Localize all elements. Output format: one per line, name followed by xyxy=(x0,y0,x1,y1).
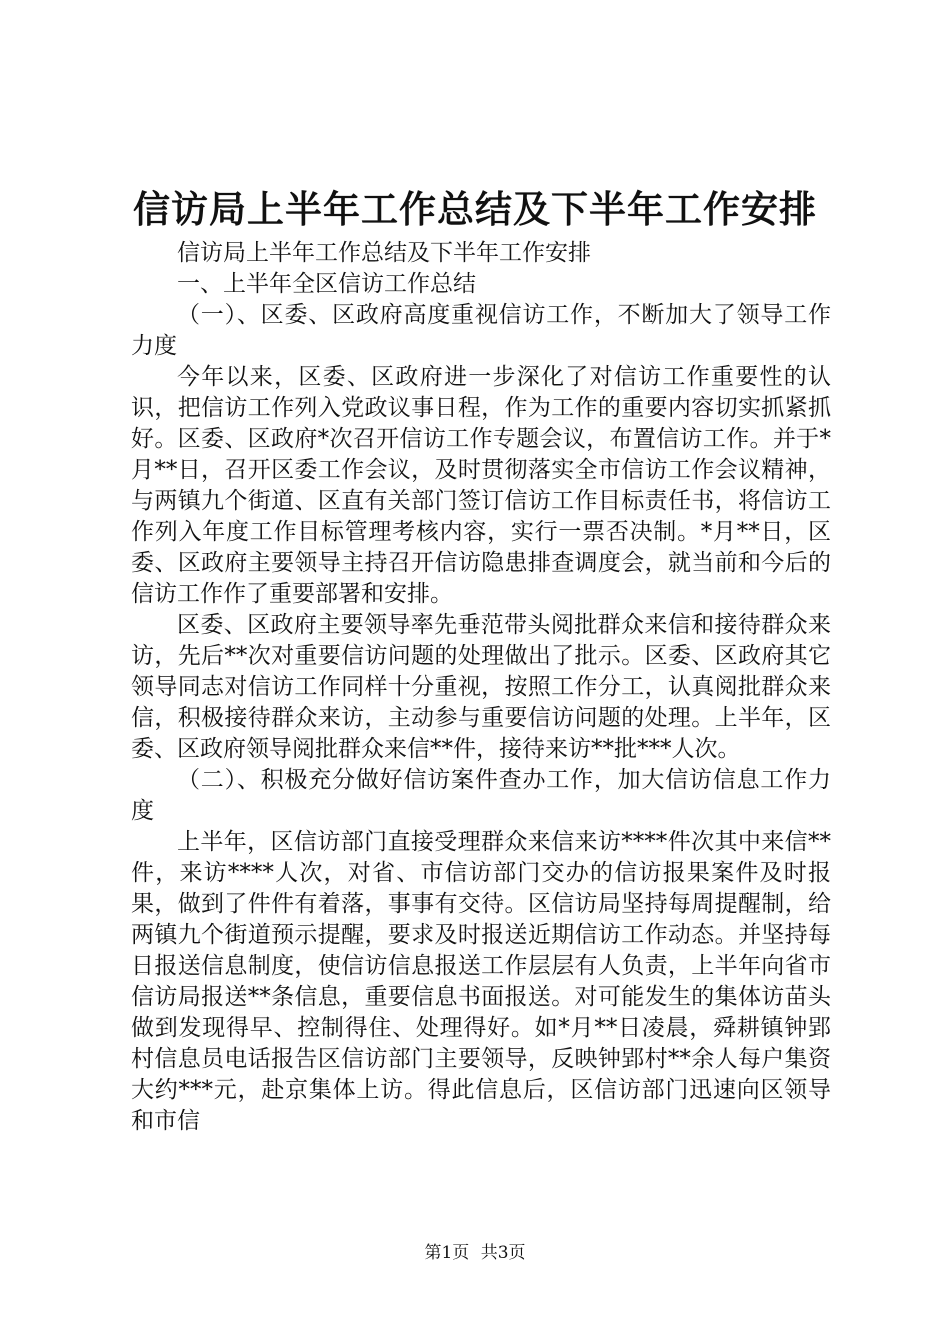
document-title: 信访局上半年工作总结及下半年工作安排 xyxy=(133,187,817,231)
subsection-heading-2: （二）、积极充分做好信访案件查办工作，加大信访信息工作力度 xyxy=(131,767,831,824)
page-number: 第1页 xyxy=(424,1243,470,1263)
page-footer xyxy=(0,1242,950,1264)
body-paragraph-2: 区委、区政府主要领导率先垂范带头阅批群众来信和接待群众来访，先后**次对重要信访问题的处理做出了批示。区委、区政府其它领导同志对信访工作同样十分重视，按照工作分工，认真阅批群众来信，积极接待群众来访，主动参与重要信访问题的处理。上半年，区委、区政府领导阅批群众来信**件，接待来访**批***人次。 xyxy=(131,612,831,762)
page-total: 共3页 xyxy=(480,1243,526,1263)
body-paragraph-3: 上半年，区信访部门直接受理群众来信来访****件次其中来信**件，来访****人次，对省、市信访部门交办的信访报果案件及时报果，做到了件件有着落，事事有交待。区信访局坚持每周提醒制，给两镇九个街道预示提醒，要求及时报送近期信访工作动态。并坚持每日报送信息制度，使信访信息报送工作层层有人负责，上半年向省市信访局报送**条信息，重要信息书面报送。对可能发生的集体访苗头做到发现得早、控制得住、处理得好。如*月**日凌晨，舜耕镇钟郢村信息员电话报告区信访部门主要领导，反映钟郢村**余人每户集资大约***元，赴京集体上访。得此信息后，区信访部门迅速向区领导和市信 xyxy=(131,829,831,1134)
body-paragraph-1: 今年以来，区委、区政府进一步深化了对信访工作重要性的认识，把信访工作列入党政议事日程，作为工作的重要内容切实抓紧抓好。区委、区政府*次召开信访工作专题会议，布置信访工作。并于*月**日，召开区委工作会议，及时贯彻落实全市信访工作会议精神，与两镇九个街道、区直有关部门签订信访工作目标责任书，将信访工作列入年度工作目标管理考核内容，实行一票否决制。*月**日，区委、区政府主要领导主持召开信访隐患排查调度会，就当前和今后的信访工作作了重要部署和安排。 xyxy=(131,364,831,607)
subtitle-paragraph: 信访局上半年工作总结及下半年工作安排 xyxy=(177,240,591,266)
document-body xyxy=(131,238,831,1137)
subsection-heading-1: （一）、区委、区政府高度重视信访工作，不断加大了领导工作力度 xyxy=(131,302,831,359)
section-heading: 一、上半年全区信访工作总结 xyxy=(177,271,476,297)
